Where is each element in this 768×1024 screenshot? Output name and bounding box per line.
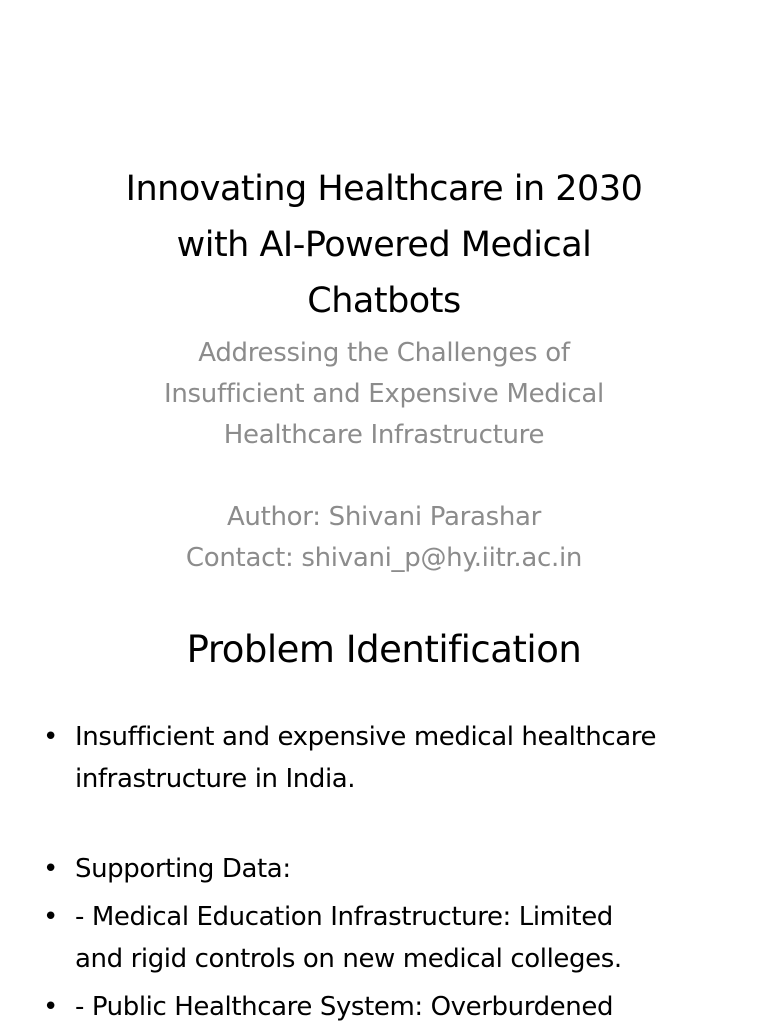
bullet-text: Supporting Data: (75, 854, 291, 884)
bullet-text: and rigid controls on new medical colleges. (75, 944, 622, 974)
bullet-item (40, 986, 740, 1024)
subtitle-line: Insufficient and Expensive Medical (164, 379, 604, 409)
contact-text: Contact: shivani_p@hy.iitr.ac.in (185, 543, 583, 573)
subtitle-line: Addressing the Challenges of (198, 338, 570, 368)
bullet-icon: • (43, 722, 58, 752)
slide-title-line: Innovating Healthcare in 2030 (125, 169, 643, 209)
problem-slide (0, 578, 768, 1024)
bullet-list (40, 716, 740, 1024)
bullet-item (40, 848, 740, 890)
bullet-icon: • (43, 992, 58, 1022)
bullet-text: infrastructure in India. (75, 764, 356, 794)
bullet-item (40, 896, 740, 980)
author-text: Author: Shivani Parashar (226, 502, 542, 532)
slide-title-line: Chatbots (307, 281, 461, 321)
bullet-text: - Medical Education Infrastructure: Limited (75, 902, 613, 932)
subtitle-line: Healthcare Infrastructure (223, 420, 545, 450)
bullet-text: Insufficient and expensive medical healthcare (75, 722, 657, 752)
subtitle-spacer (60, 456, 708, 497)
bullet-icon: • (43, 854, 58, 884)
bullet-item (40, 716, 740, 800)
slide-title-line: with AI-Powered Medical (176, 225, 592, 265)
slide-subtitle (60, 333, 708, 578)
slide-heading: Problem Identification (186, 628, 582, 671)
bullet-text: - Public Healthcare System: Overburdened (75, 992, 614, 1022)
bullet-icon: • (43, 902, 58, 932)
slide-title (60, 161, 708, 329)
